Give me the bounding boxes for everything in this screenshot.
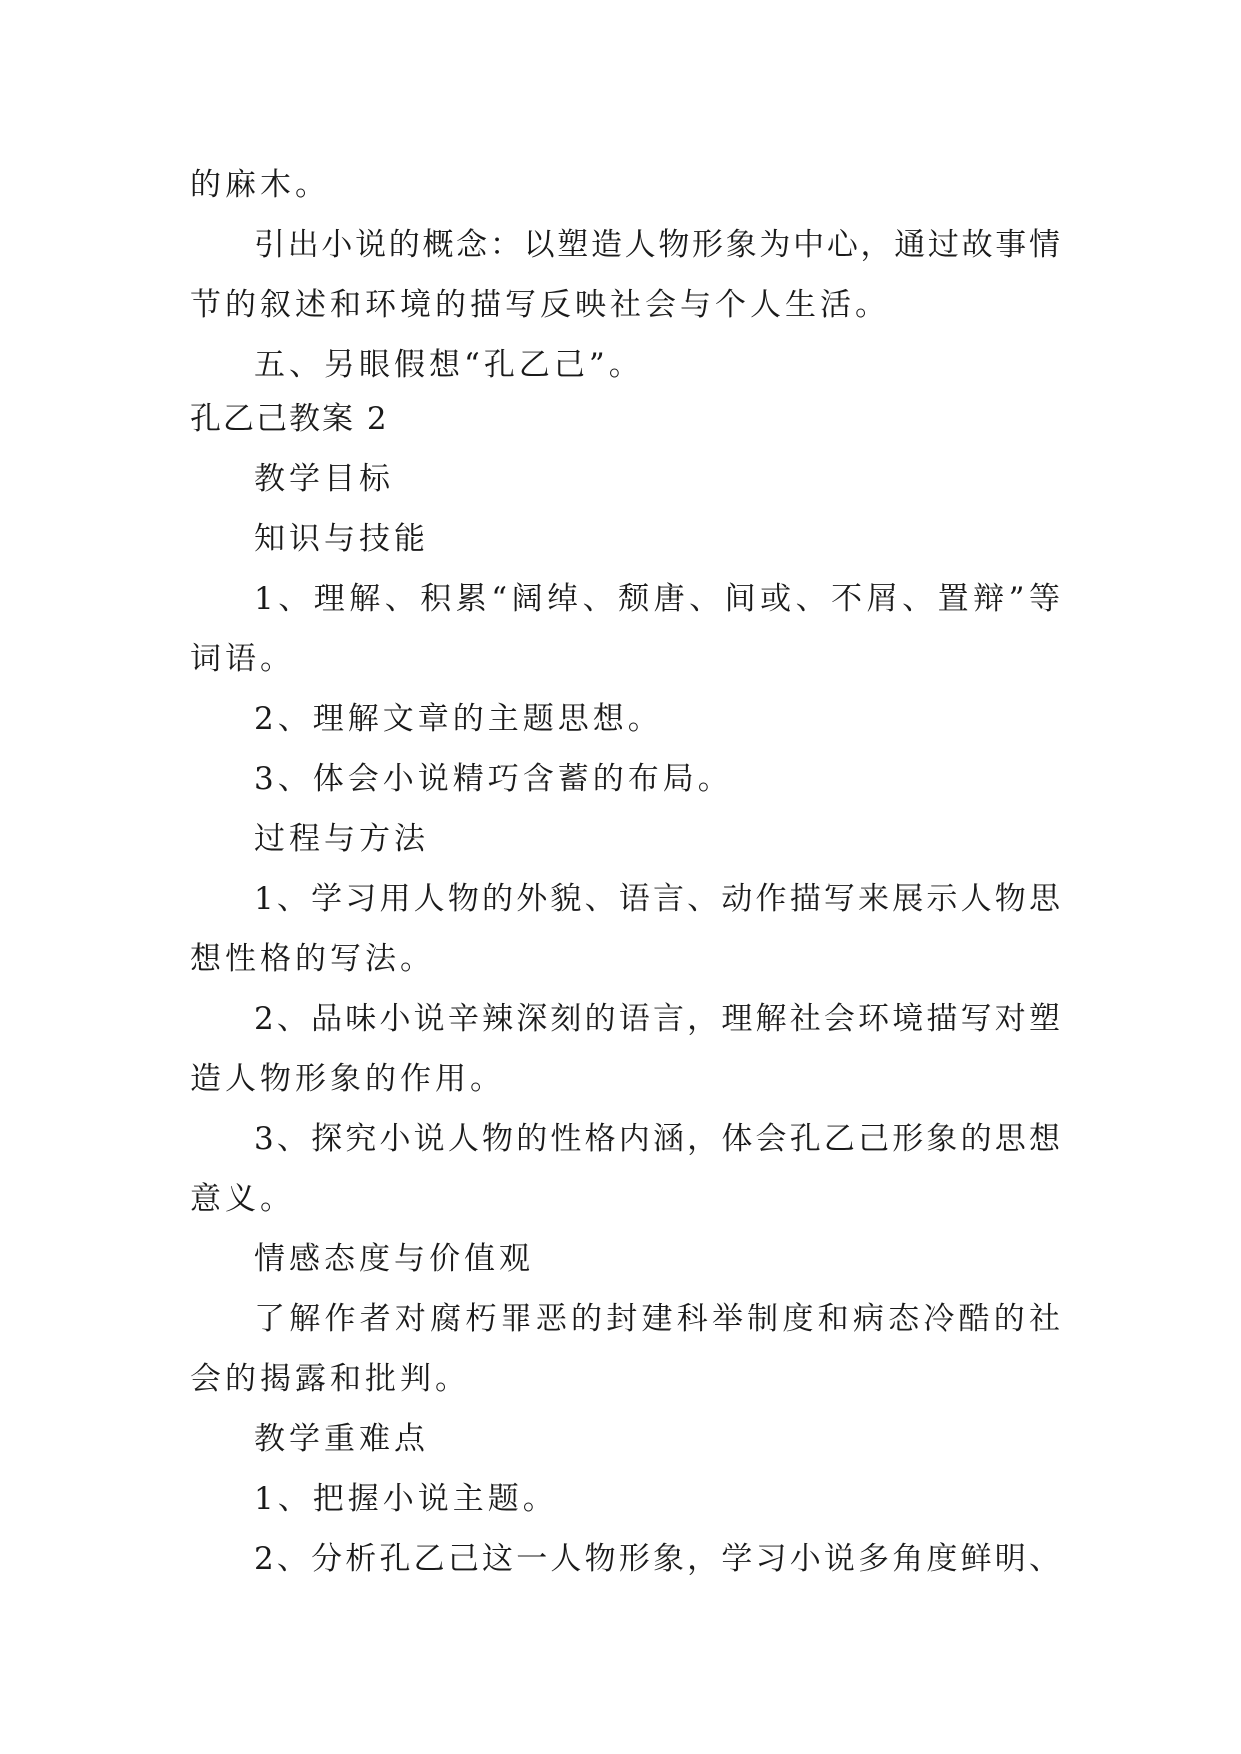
text-line: 3、体会小说精巧含蓄的布局。 xyxy=(254,761,733,797)
text-line: 词语。 xyxy=(190,641,295,677)
text-line: 教学重难点 xyxy=(254,1421,429,1457)
text-line: 意义。 xyxy=(190,1181,295,1217)
text-line: 五、另眼假想“孔乙己”。 xyxy=(254,347,644,383)
text-line: 1、学习用人物的外貌、语言、动作描写来展示人物思 xyxy=(254,881,1060,917)
text-line: 造人物形象的作用。 xyxy=(190,1061,505,1097)
text-line: 2、理解文章的主题思想。 xyxy=(254,701,663,737)
text-line: 引出小说的概念：以塑造人物形象为中心，通过故事情 xyxy=(254,227,1060,263)
text-line: 的麻木。 xyxy=(190,167,330,203)
text-line: 3、探究小说人物的性格内涵，体会孔乙己形象的思想 xyxy=(254,1121,1060,1157)
text-line: 了解作者对腐朽罪恶的封建科举制度和病态冷酷的社 xyxy=(254,1301,1060,1337)
text-line: 知识与技能 xyxy=(254,521,429,557)
text-line: 节的叙述和环境的描写反映社会与个人生活。 xyxy=(190,287,890,323)
text-line: 会的揭露和批判。 xyxy=(190,1361,470,1397)
section-heading: 孔乙己教案 2 xyxy=(190,401,389,437)
text-line: 2、分析孔乙己这一人物形象，学习小说多角度鲜明、 xyxy=(254,1541,1060,1577)
text-line: 2、品味小说辛辣深刻的语言，理解社会环境描写对塑 xyxy=(254,1001,1060,1037)
text-line: 教学目标 xyxy=(254,461,394,497)
text-line: 1、把握小说主题。 xyxy=(254,1481,558,1517)
text-line: 情感态度与价值观 xyxy=(254,1241,534,1277)
text-line: 想性格的写法。 xyxy=(190,941,435,977)
text-line: 1、理解、积累“阔绰、颓唐、间或、不屑、置辩”等 xyxy=(254,581,1060,617)
text-line: 过程与方法 xyxy=(254,821,429,857)
